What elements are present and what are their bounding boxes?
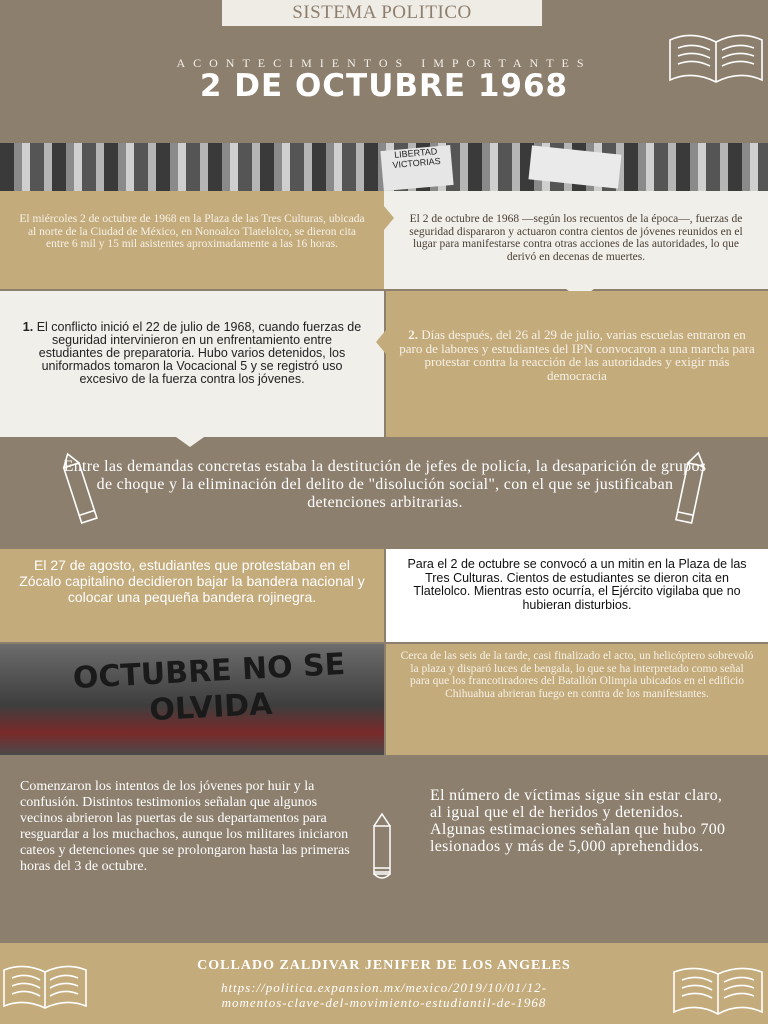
section-label: SISTEMA POLITICO	[292, 2, 472, 23]
info-text-escape: Comenzaron los intentos de los jóvenes por huir y la confusión. Distintos testimonios señalan que algunos vecinos abrieron las puertas de sus departamentos para resguardar a los muchachos, aunque los militares iniciaron cateos y detenciones que se prolongaron hasta las primeras horas del 3 de octubre.	[20, 779, 350, 874]
kicker-text: ACONTECIMIENTOS IMPORTANTES	[176, 56, 592, 70]
info-box-shooting: El 2 de octubre de 1968 —según los recuentos de la época—, fuerzas de seguridad dispararon y actuaron contra cientos de jóvenes reunidos en el lugar para manifestarse contra otras acciones de las autoridades, lo que derivó en decenas de muertes.	[384, 191, 768, 289]
info-box-plaza: El miércoles 2 de octubre de 1968 en la Plaza de las Tres Culturas, ubicada al norte de la Ciudad de México, en Nonoalco Tlatelolco, se dieron cita entre 6 mil y 15 mil asistentes aproximadamente a las 16 horas.	[0, 191, 384, 289]
pencil-icon	[368, 812, 396, 884]
protest-sign: LIBERTAD VICTORIAS	[380, 145, 453, 191]
demands-quote: Entre las demandas concretas estaba la destitución de jefes de policía, la desaparición de grupos de choque y la eliminación del delito de "disolución social", con el que se justificaban detenciones arbitrarias.	[63, 458, 707, 511]
item-number: 1.	[22, 320, 34, 334]
pointer-arrow	[176, 437, 204, 447]
author-name: COLLADO ZALDIVAR JENIFER DE LOS ANGELES	[197, 958, 571, 973]
open-book-icon	[666, 26, 766, 88]
open-book-icon	[670, 960, 766, 1020]
info-box-rally: Para el 2 de octubre se convocó a un mitin en la Plaza de las Tres Culturas. Cientos de estudiantes se dieron cita en Tlatelolco. Mientras esto ocurría, el Ejército vigilaba que no hubieran disturbios.	[386, 549, 768, 642]
item-text: Días después, del 26 al 29 de julio, varias escuelas entraron en paro de labores y estudiantes del IPN convocaron a una marcha para protestar contra la reacción de las autoridades y exigir más democracia	[399, 327, 755, 383]
item-number: 2.	[408, 327, 418, 342]
info-box-helicopter: Cerca de las seis de la tarde, casi finalizado el acto, un helicóptero sobrevoló la plaza y disparó luces de bengala, lo que se ha interpretado como señal para que los francotiradores del Batallón Olimpia ubicados en el edificio Chihuahua abrieran fuego en contra de los manifestantes.	[386, 644, 768, 755]
photo-banner-text: OCTUBRE NO SE OLVIDA	[72, 646, 346, 729]
info-text-victims: El número de víctimas sigue sin estar claro, al igual que el de heridos y detenidos. Algunas estimaciones señalan que hubo 700 lesionados y más de 5,000 aprehendidos.	[430, 787, 726, 855]
info-box-conflict-start	[0, 291, 384, 437]
section-label-bar	[222, 0, 542, 26]
source-url-line1[interactable]: https://politica.expansion.mx/mexico/2019/10/01/12-	[220, 980, 548, 995]
pencil-icon	[664, 450, 716, 534]
pointer-arrow	[384, 206, 394, 230]
source-url-line2[interactable]: momentos-clave-del-movimiento-estudiantil-de-1968	[221, 995, 547, 1010]
pointer-arrow	[376, 330, 386, 354]
item-text: El conflicto inició el 22 de julio de 1968, cuando fuerzas de seguridad intervinieron en un enfrentamiento entre estudiantes de preparatoria. Hubo varios detenidos, los uniformados tomaron la Vocacional 5 y se registró uso excesivo de la fuerza contra los jóvenes.	[36, 320, 362, 386]
info-box-flag: El 27 de agosto, estudiantes que protestaban en el Zócalo capitalino decidieron bajar la bandera nacional y colocar una pequeña bandera rojinegra.	[0, 549, 384, 642]
page-title: 2 DE OCTUBRE 1968	[199, 68, 569, 104]
info-box-strike	[386, 291, 768, 437]
